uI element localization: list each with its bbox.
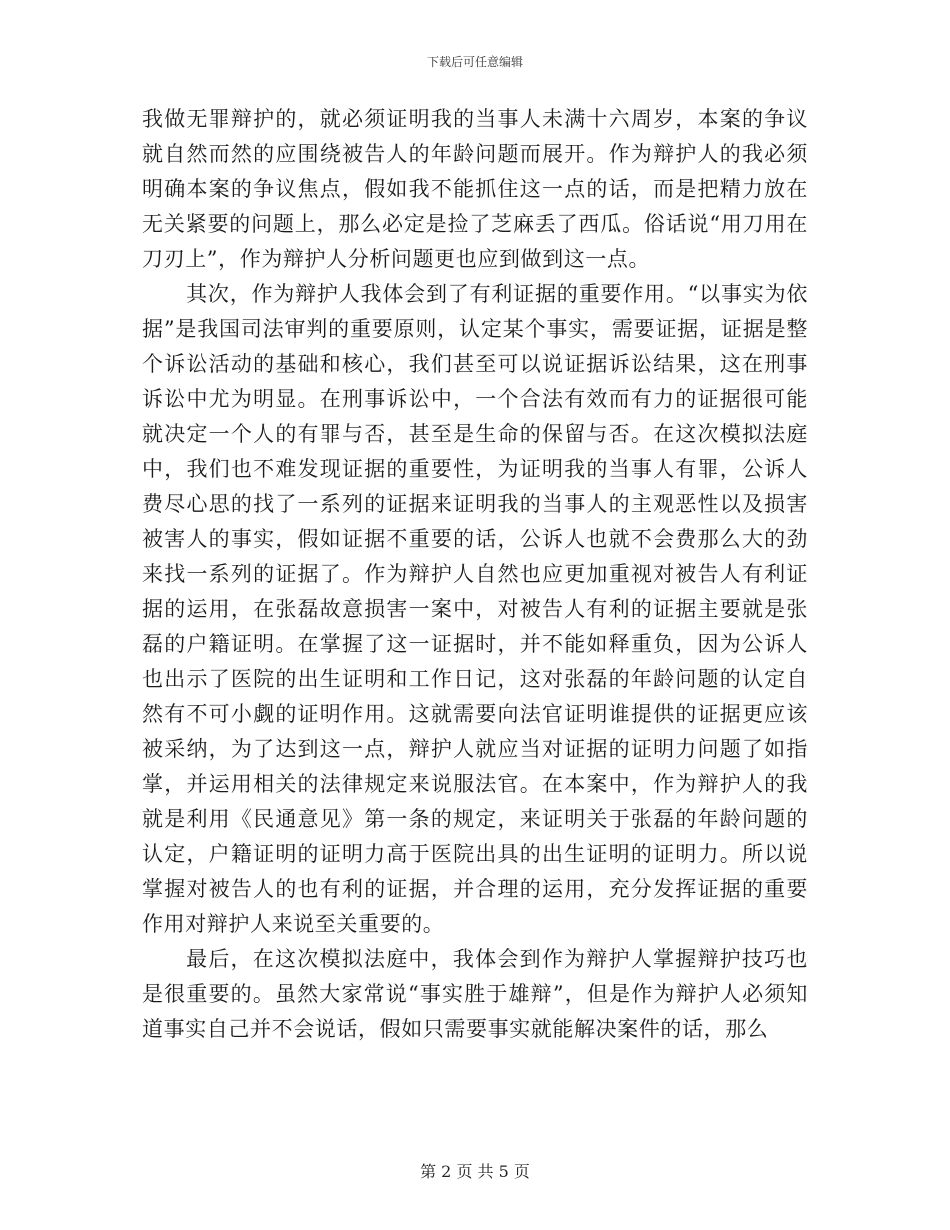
header-note: 下载后可任意编辑 xyxy=(426,55,523,69)
page-number: 第 2 页 共 5 页 xyxy=(420,1162,530,1181)
document-body xyxy=(142,102,808,1047)
page-footer xyxy=(0,1159,950,1182)
page-header xyxy=(0,53,950,70)
paragraph-defense-skills: 最后，在这次模拟法庭中，我体会到作为辩护人掌握辩护技巧也是很重要的。虽然大家常说“事实胜于雄辩”，但是作为辩护人必须知道事实自己并不会说话，假如只需要事实就能解决案件的话，那么 xyxy=(142,947,808,1041)
paragraph-continuation: 我做无罪辩护的，就必须证明我的当事人未满十六周岁，本案的争议就自然而然的应围绕被告人的年龄问题而展开。作为辩护人的我必须明确本案的争议焦点，假如我不能抓住这一点的话，而是把精力放在无关紧要的问题上，那么必定是捡了芝麻丢了西瓜。俗话说“用刀用在刀刃上”，作为辩护人分析问题更也应到做到这一点。 xyxy=(142,107,808,271)
paragraph-evidence: 其次，作为辩护人我体会到了有利证据的重要作用。“以事实为依据”是我国司法审判的重要原则，认定某个事实，需要证据，证据是整个诉讼活动的基础和核心，我们甚至可以说证据诉讼结果，这在刑事诉讼中尤为明显。在刑事诉讼中，一个合法有效而有力的证据很可能就决定一个人的有罪与否，甚至是生命的保留与否。在这次模拟法庭中，我们也不难发现证据的重要性，为证明我的当事人有罪，公诉人费尽心思的找了一系列的证据来证明我的当事人的主观恶性以及损害被害人的事实，假如证据不重要的话，公诉人也就不会费那么大的劲来找一系列的证据了。作为辩护人自然也应更加重视对被告人有利证据的运用，在张磊故意损害一案中，对被告人有利的证据主要就是张磊的户籍证明。在掌握了这一证据时，并不能如释重负，因为公诉人也出示了医院的出生证明和工作日记，这对张磊的年龄问题的认定自然有不可小觑的证明作用。这就需要向法官证明谁提供的证据更应该被采纳，为了达到这一点，辩护人就应当对证据的证明力问题了如指掌，并运用相关的法律规定来说服法官。在本案中，作为辩护人的我就是利用《民通意见》第一条的规定，来证明关于张磊的年龄问题的认定，户籍证明的证明力高于医院出具的出生证明的证明力。所以说掌握对被告人的也有利的证据，并合理的运用，充分发挥证据的重要作用对辩护人来说至关重要的。 xyxy=(142,282,808,936)
